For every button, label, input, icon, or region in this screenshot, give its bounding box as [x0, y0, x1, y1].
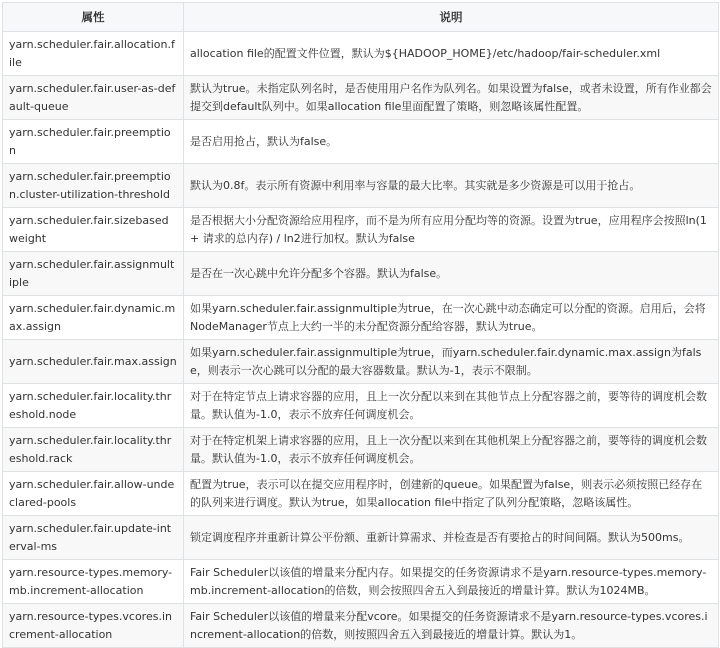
- description-cell: Fair Scheduler以该值的增量来分配vcore。如果提交的任务资源请求不是yarn.resource-types.vcores.increment-allocation的倍数，则按照四舍五入到最接近的增量计算。默认为1。: [184, 604, 719, 648]
- property-cell: yarn.scheduler.fair.locality.threshold.rack: [3, 428, 184, 472]
- property-cell: yarn.scheduler.fair.preemption: [3, 120, 184, 164]
- description-cell: 如果yarn.scheduler.fair.assignmultiple为true，在一次心跳中动态确定可以分配的资源。启用后，会将NodeManager节点上大约一半的未分配资源分配给容器，默认为true。: [184, 296, 719, 340]
- table-row: [3, 604, 719, 648]
- table-row: [3, 428, 719, 472]
- table-row: [3, 516, 719, 560]
- property-cell: yarn.scheduler.fair.allow-undeclared-pools: [3, 472, 184, 516]
- property-cell: yarn.resource-types.vcores.increment-allocation: [3, 604, 184, 648]
- table-header-row: [3, 3, 719, 32]
- table-row: [3, 560, 719, 604]
- description-cell: allocation file的配置文件位置，默认为${HADOOP_HOME}/etc/hadoop/fair-scheduler.xml: [184, 32, 719, 76]
- property-cell: yarn.resource-types.memory-mb.increment-allocation: [3, 560, 184, 604]
- property-column-header: 属性: [3, 3, 184, 32]
- table-row: [3, 76, 719, 120]
- table-row: [3, 120, 719, 164]
- table-row: [3, 296, 719, 340]
- table-row: [3, 472, 719, 516]
- table-row: [3, 252, 719, 296]
- description-cell: 配置为true，表示可以在提交应用程序时，创建新的queue。如果配置为false，则表示必须按照已经存在的队列来进行调度。默认为true，如果allocation file中指定了队列分配策略，忽略该属性。: [184, 472, 719, 516]
- table-row: [3, 164, 719, 208]
- property-cell: yarn.scheduler.fair.dynamic.max.assign: [3, 296, 184, 340]
- description-cell: 对于在特定机架上请求容器的应用，且上一次分配以来到在其他机架上分配容器之前，要等待的调度机会数量。默认值为-1.0，表示不放弃任何调度机会。: [184, 428, 719, 472]
- property-cell: yarn.scheduler.fair.user-as-default-queue: [3, 76, 184, 120]
- property-cell: yarn.scheduler.fair.locality.threshold.node: [3, 384, 184, 428]
- description-cell: 默认为0.8f。表示所有资源中利用率与容量的最大比率。其实就是多少资源是可以用于抢占。: [184, 164, 719, 208]
- description-cell: 是否在一次心跳中允许分配多个容器。默认为false。: [184, 252, 719, 296]
- table-row: [3, 32, 719, 76]
- property-cell: yarn.scheduler.fair.preemption.cluster-utilization-threshold: [3, 164, 184, 208]
- config-table-container: [2, 2, 718, 648]
- table-row: [3, 340, 719, 384]
- property-cell: yarn.scheduler.fair.sizebasedweight: [3, 208, 184, 252]
- description-cell: 是否启用抢占，默认为false。: [184, 120, 719, 164]
- fair-scheduler-config-table: [2, 2, 719, 648]
- table-row: [3, 208, 719, 252]
- description-cell: 默认为true。未指定队列名时，是否使用用户名作为队列名。如果设置为false，或者未设置，所有作业都会提交到default队列中。如果allocation file里面配置了策略，则忽略该属性配置。: [184, 76, 719, 120]
- property-cell: yarn.scheduler.fair.assignmultiple: [3, 252, 184, 296]
- description-cell: Fair Scheduler以该值的增量来分配内存。如果提交的任务资源请求不是yarn.resource-types.memory-mb.increment-allocation的倍数，则会按照四舍五入到最接近的增量计算。默认为1024MB。: [184, 560, 719, 604]
- description-column-header: 说明: [184, 3, 719, 32]
- property-cell: yarn.scheduler.fair.max.assign: [3, 340, 184, 384]
- description-cell: 是否根据大小分配资源给应用程序，而不是为所有应用分配均等的资源。设置为true，应用程序会按照ln(1 + 请求的总内存) / ln2进行加权。默认为false: [184, 208, 719, 252]
- description-cell: 锁定调度程序并重新计算公平份额、重新计算需求、并检查是否有要抢占的时间间隔。默认为500ms。: [184, 516, 719, 560]
- description-cell: 如果yarn.scheduler.fair.assignmultiple为true，而yarn.scheduler.fair.dynamic.max.assign为false，则表示一次心跳可以分配的最大容器数量。默认为-1，表示不限制。: [184, 340, 719, 384]
- property-cell: yarn.scheduler.fair.update-interval-ms: [3, 516, 184, 560]
- property-cell: yarn.scheduler.fair.allocation.file: [3, 32, 184, 76]
- table-row: [3, 384, 719, 428]
- description-cell: 对于在特定节点上请求容器的应用，且上一次分配以来到在其他节点上分配容器之前，要等待的调度机会数量。默认值为-1.0，表示不放弃任何调度机会。: [184, 384, 719, 428]
